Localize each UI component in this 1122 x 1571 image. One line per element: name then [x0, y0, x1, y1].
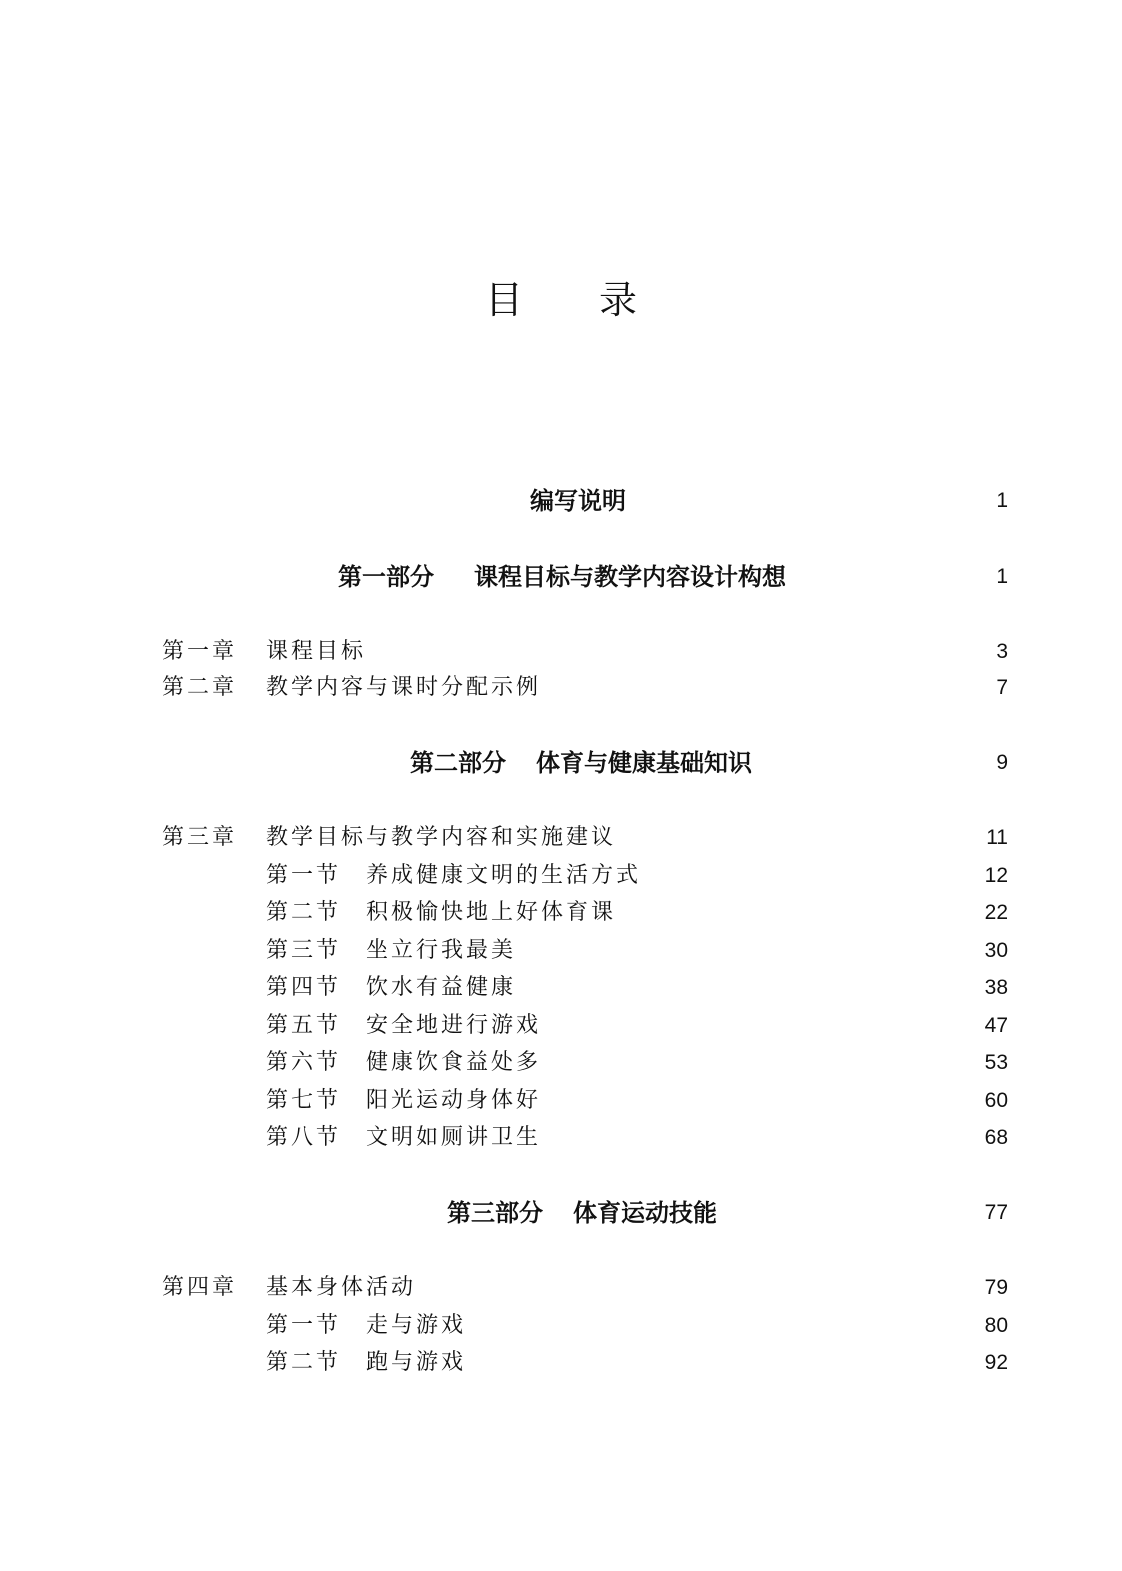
section-title: 文明如厕讲卫生: [366, 1125, 542, 1150]
page-number: 30: [984, 939, 1008, 962]
section-title: 坐立行我最美: [366, 938, 517, 963]
page-number: 92: [984, 1351, 1008, 1374]
toc-entry-chapter-1[interactable]: [0, 635, 1122, 669]
page-number: 80: [984, 1314, 1008, 1337]
part-number: 第一部分: [338, 563, 434, 591]
toc-entry-section[interactable]: [0, 1309, 1122, 1343]
part-title: 课程目标与教学内容设计构想: [474, 563, 786, 591]
page-number: 9: [996, 751, 1008, 774]
section-title: 跑与游戏: [366, 1350, 467, 1375]
section-title: 饮水有益健康: [366, 975, 517, 1000]
section-number: 第一节: [266, 1313, 342, 1338]
toc-entry-part-2[interactable]: [0, 746, 1122, 780]
page-number: 53: [984, 1051, 1008, 1074]
page-number: 11: [986, 826, 1008, 849]
chapter-title: 基本身体活动: [266, 1275, 417, 1300]
toc-entry-section[interactable]: [0, 859, 1122, 893]
section-title: 走与游戏: [366, 1313, 467, 1338]
part-number: 第三部分: [447, 1199, 543, 1227]
page-number: 68: [984, 1126, 1008, 1149]
page-number: 60: [984, 1089, 1008, 1112]
page-number: 22: [984, 901, 1008, 924]
section-number: 第七节: [266, 1088, 342, 1113]
chapter-title: 教学目标与教学内容和实施建议: [266, 825, 617, 850]
toc-entry-section[interactable]: [0, 1346, 1122, 1380]
part-heading: [447, 1196, 717, 1230]
page-number: 1: [996, 565, 1008, 588]
page-number: 7: [996, 676, 1008, 699]
part-title: 体育与健康基础知识: [536, 749, 752, 777]
section-title: 安全地进行游戏: [366, 1013, 542, 1038]
part-heading: [338, 560, 786, 594]
part-title: 体育运动技能: [573, 1199, 717, 1227]
chapter-title: 课程目标: [266, 639, 367, 664]
page-number: 1: [996, 489, 1008, 512]
toc-entry-section[interactable]: [0, 1084, 1122, 1118]
part-number: 第二部分: [410, 749, 506, 777]
section-number: 第二节: [266, 900, 342, 925]
toc-entry-preface[interactable]: [0, 484, 1122, 518]
toc-entry-chapter-2[interactable]: [0, 671, 1122, 705]
toc-entry-section[interactable]: [0, 934, 1122, 968]
toc-entry-chapter-4[interactable]: [0, 1271, 1122, 1305]
preface-label: 编写说明: [530, 487, 626, 515]
page-number: 79: [984, 1276, 1008, 1299]
section-number: 第八节: [266, 1125, 342, 1150]
toc-entry-chapter-3[interactable]: [0, 821, 1122, 855]
page-number: 3: [996, 640, 1008, 663]
chapter-number: 第二章: [162, 675, 238, 700]
chapter-title: 教学内容与课时分配示例: [266, 675, 542, 700]
toc-entry-part-3[interactable]: [0, 1196, 1122, 1230]
section-number: 第六节: [266, 1050, 342, 1075]
section-number: 第三节: [266, 938, 342, 963]
section-number: 第一节: [266, 863, 342, 888]
page-number: 47: [984, 1014, 1008, 1037]
chapter-number: 第三章: [162, 825, 238, 850]
toc-entry-section[interactable]: [0, 971, 1122, 1005]
section-title: 养成健康文明的生活方式: [366, 863, 642, 888]
section-number: 第二节: [266, 1350, 342, 1375]
toc-entry-section[interactable]: [0, 1046, 1122, 1080]
toc-title-char-2: 录: [599, 278, 638, 322]
toc-title: [0, 272, 1122, 328]
section-title: 积极愉快地上好体育课: [366, 900, 617, 925]
section-number: 第四节: [266, 975, 342, 1000]
section-number: 第五节: [266, 1013, 342, 1038]
toc-entry-section[interactable]: [0, 896, 1122, 930]
chapter-number: 第一章: [162, 639, 238, 664]
page-number: 77: [984, 1201, 1008, 1224]
toc-entry-section[interactable]: [0, 1121, 1122, 1155]
chapter-number: 第四章: [162, 1275, 238, 1300]
page-number: 38: [984, 976, 1008, 999]
toc-title-char-1: 目: [484, 278, 523, 322]
toc-entry-section[interactable]: [0, 1009, 1122, 1043]
section-title: 阳光运动身体好: [366, 1088, 542, 1113]
toc-entry-part-1[interactable]: [0, 560, 1122, 594]
part-heading: [410, 746, 752, 780]
page-number: 12: [984, 864, 1008, 887]
section-title: 健康饮食益处多: [366, 1050, 542, 1075]
